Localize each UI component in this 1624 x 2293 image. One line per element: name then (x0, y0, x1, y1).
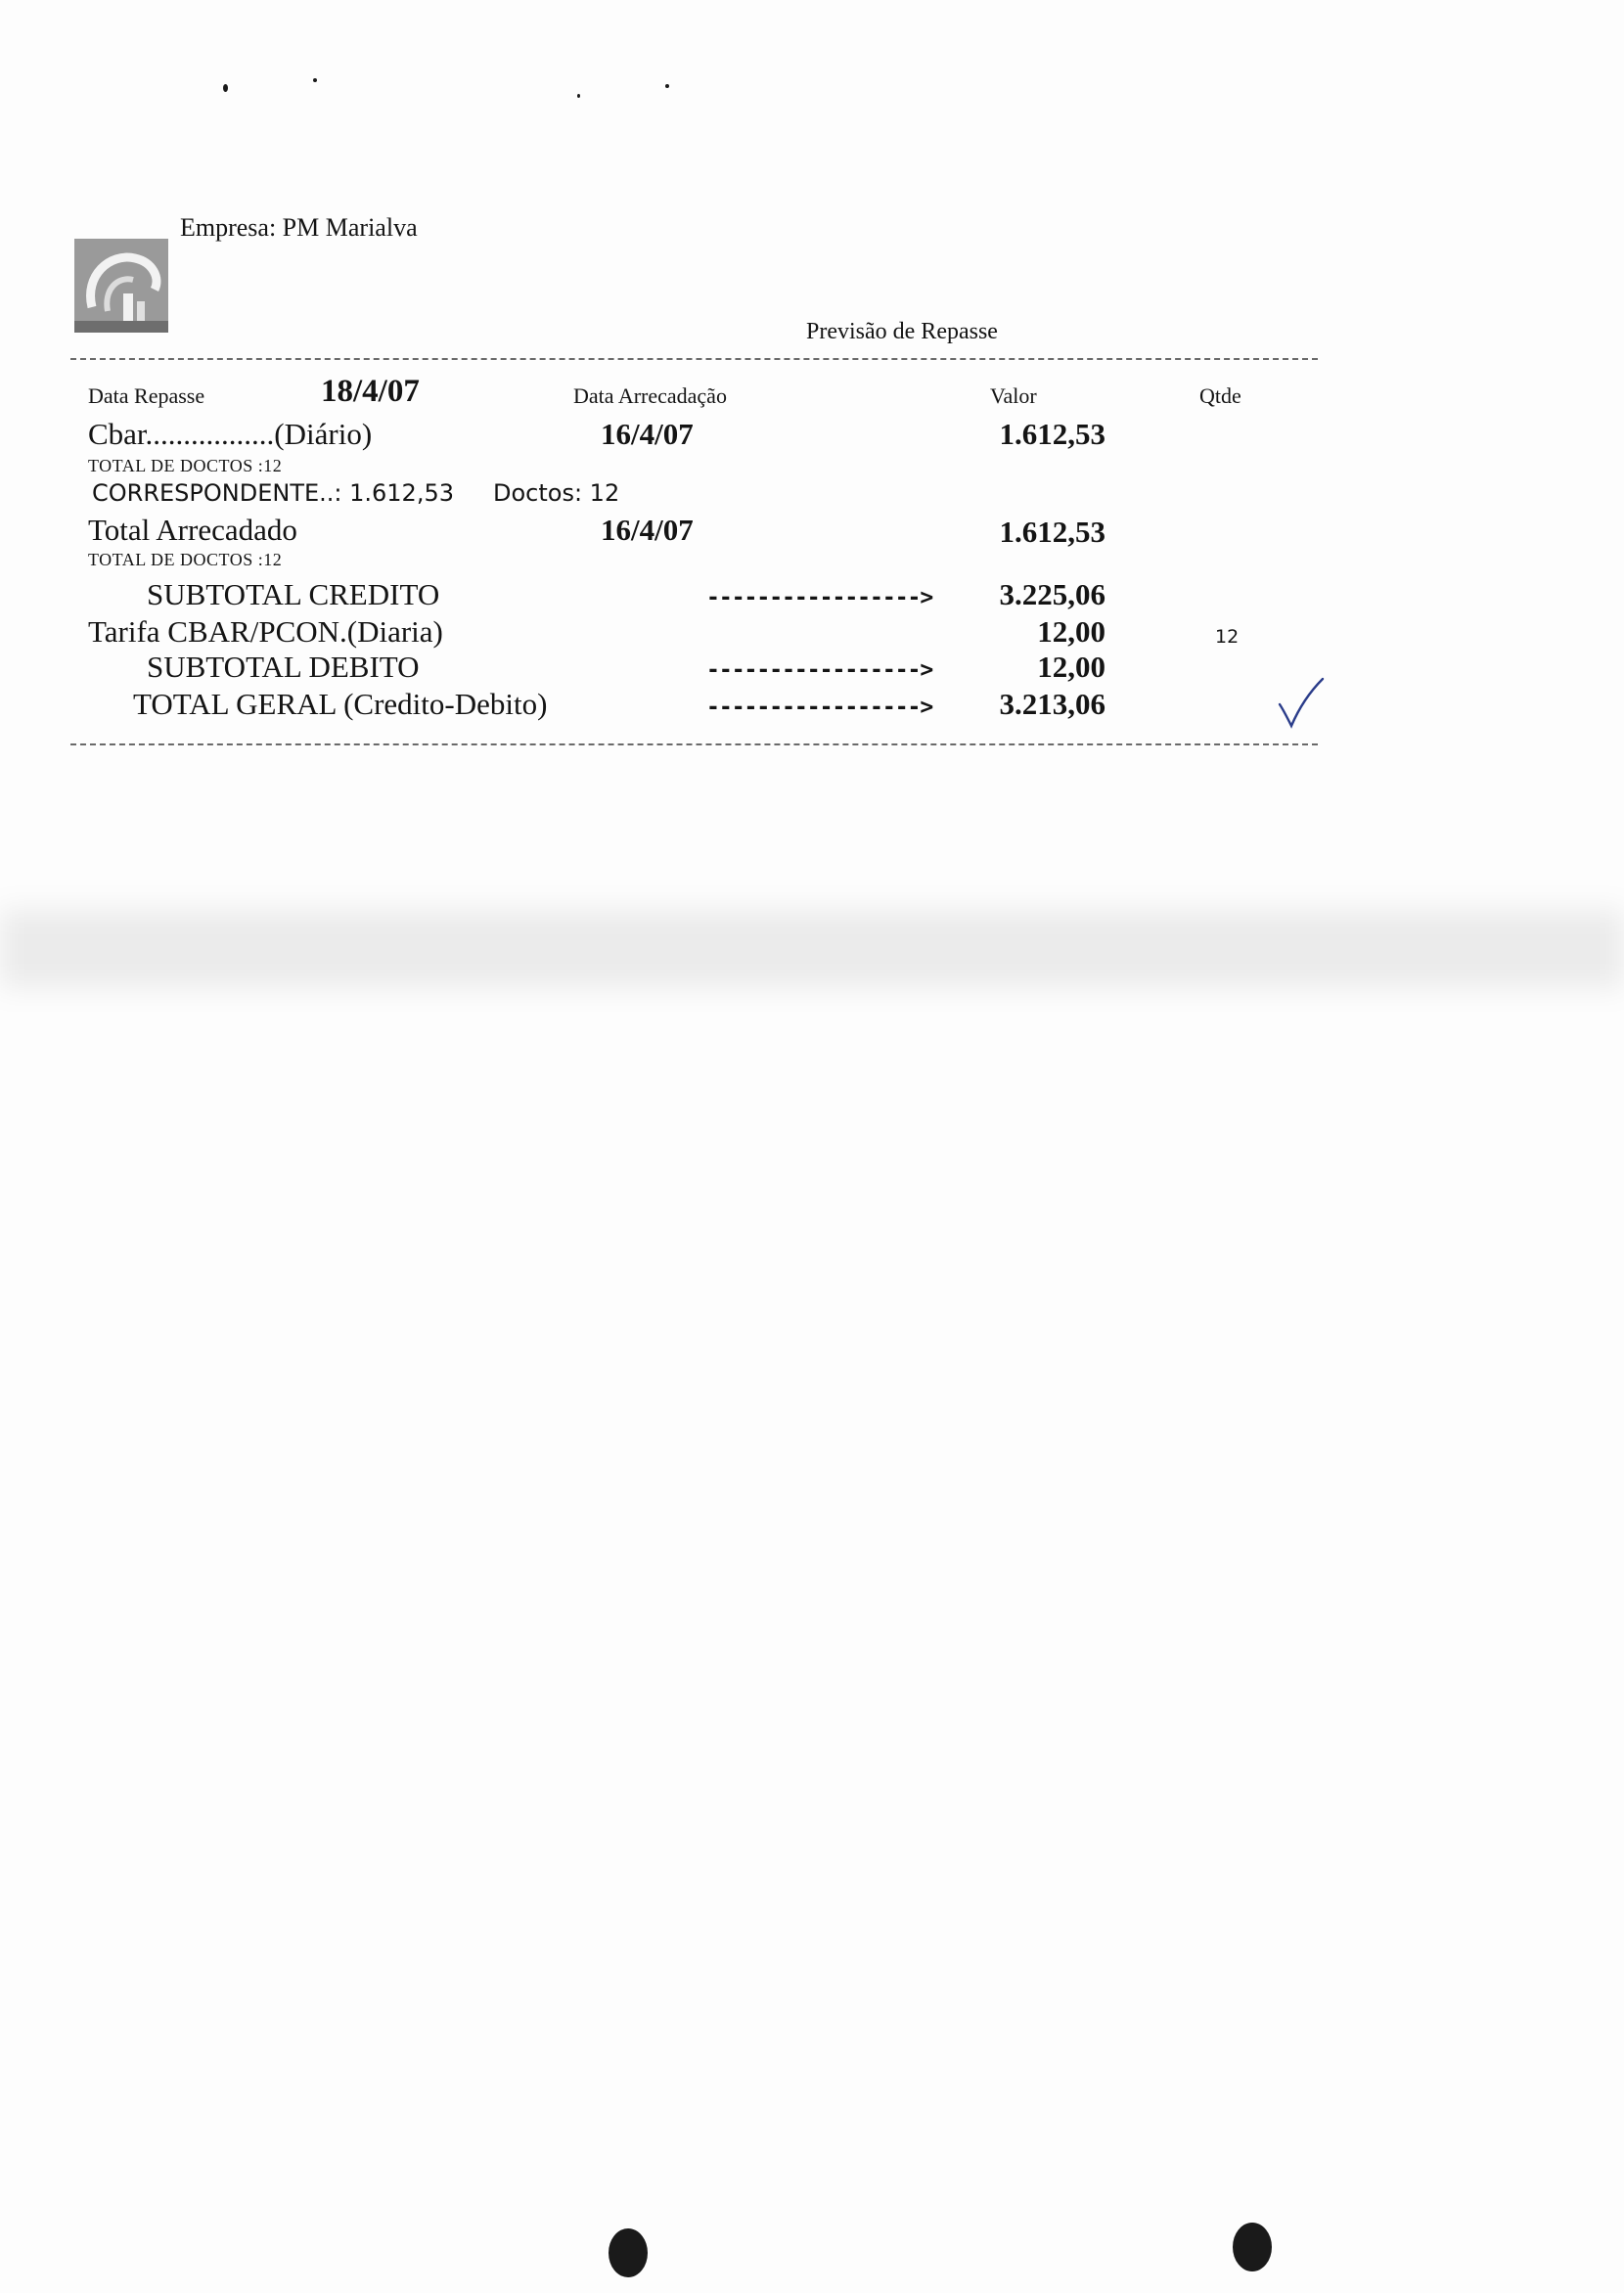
scan-speck (313, 78, 317, 82)
subtotal-debito-value: 12,00 (1037, 650, 1105, 684)
correspondente-label: CORRESPONDENTE..: 1.612,53 (92, 479, 454, 507)
subtotal-credito-label: SUBTOTAL CREDITO (147, 577, 440, 611)
punch-hole (1233, 2223, 1272, 2271)
tarifa-label: Tarifa CBAR/PCON.(Diaria) (88, 614, 443, 649)
cbar-date: 16/4/07 (601, 417, 694, 451)
total-arrecadado-label: Total Arrecadado (88, 513, 297, 547)
scan-speck (223, 84, 228, 92)
subtotal-credito-arrow: -----------------> (706, 585, 933, 610)
scan-speck (665, 84, 669, 88)
total-docs: TOTAL DE DOCTOS :12 (88, 550, 283, 569)
total-arrecadado-date: 16/4/07 (601, 513, 694, 547)
cbar-value: 1.612,53 (999, 417, 1105, 451)
valor-label: Valor (990, 383, 1037, 408)
scan-speck (577, 94, 580, 98)
total-arrecadado-value: 1.612,53 (999, 515, 1105, 549)
company-name: Empresa: PM Marialva (180, 213, 418, 242)
scan-smudge (0, 910, 1624, 988)
section-title: Previsão de Repasse (806, 319, 998, 344)
data-repasse-label: Data Repasse (88, 383, 205, 408)
data-repasse-value: 18/4/07 (321, 374, 420, 409)
top-divider (70, 358, 1318, 360)
bottom-divider (70, 743, 1318, 745)
subtotal-debito-label: SUBTOTAL DEBITO (147, 650, 420, 684)
total-geral-label: TOTAL GERAL (Credito-Debito) (133, 687, 548, 721)
total-geral-arrow: -----------------> (706, 695, 933, 720)
subtotal-debito-arrow: -----------------> (706, 657, 933, 683)
punch-hole (609, 2228, 648, 2277)
cbar-label: Cbar.................(Diário) (88, 417, 373, 451)
data-arrecadacao-label: Data Arrecadação (573, 383, 727, 408)
subtotal-credito-value: 3.225,06 (999, 577, 1105, 611)
total-geral-value: 3.213,06 (999, 687, 1105, 721)
qtde-label: Qtde (1199, 383, 1241, 408)
check-mark-icon (1272, 677, 1331, 732)
cbar-docs-total: TOTAL DE DOCTOS :12 (88, 456, 283, 475)
tarifa-qtde: 12 (1215, 626, 1240, 648)
tarifa-value: 12,00 (1037, 614, 1105, 649)
correspondente-docs: Doctos: 12 (493, 479, 620, 507)
bank-logo (74, 239, 168, 333)
